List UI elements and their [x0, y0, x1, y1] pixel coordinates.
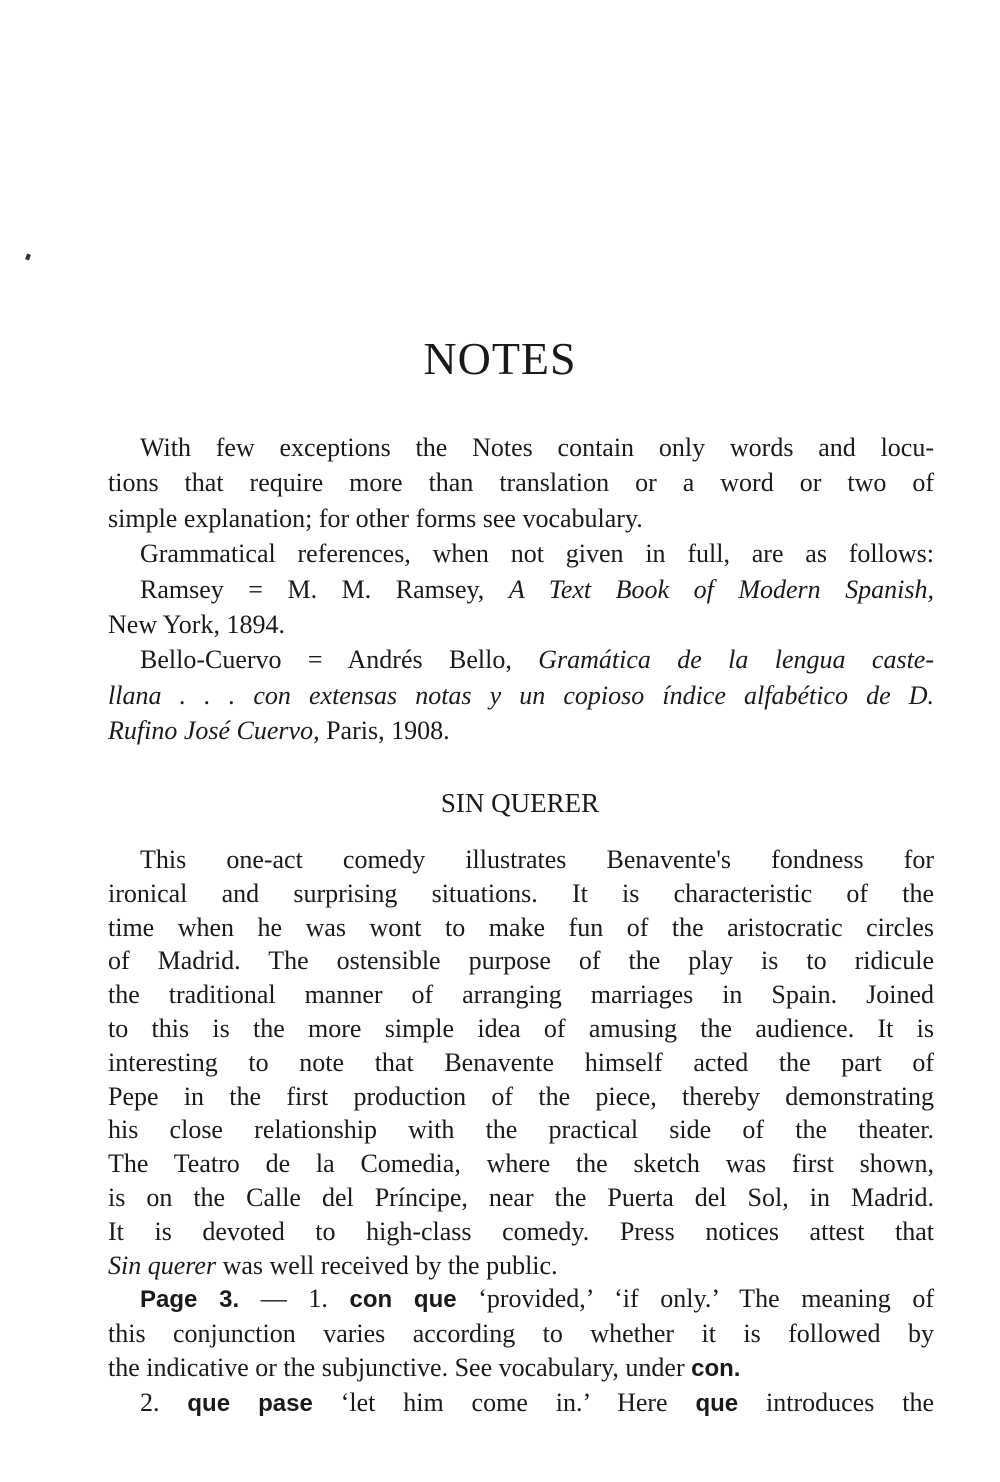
page-title: NOTES — [423, 333, 577, 384]
text-run: It is devoted to high-class comedy. Press notices attest that — [108, 1216, 934, 1246]
bold-text: Page 3. — [140, 1286, 240, 1314]
italic-text: Rufino José Cuervo, — [108, 716, 320, 746]
text-line — [108, 678, 934, 713]
text-line — [108, 877, 934, 911]
text-run: simple explanation; for other forms see vocabulary. — [108, 503, 643, 533]
text-run: The Teatro de la Comedia, where the sketch was first shown, — [108, 1149, 934, 1179]
text-line — [108, 501, 934, 536]
text-run: is on the Calle del Príncipe, near the Puerta del Sol, in Madrid. — [108, 1182, 934, 1212]
text-run: to this is the more simple idea of amusing the audience. It is — [108, 1013, 934, 1043]
text-run: introduces the — [738, 1387, 934, 1417]
bold-text: con. — [691, 1354, 741, 1382]
text-line — [108, 607, 934, 642]
text-line — [108, 1012, 934, 1046]
text-line — [108, 1080, 934, 1114]
intro-text — [108, 430, 934, 749]
scan-speck — [25, 253, 31, 260]
text-run: 2. — [140, 1387, 188, 1417]
text-run: Pepe in the first production of the piece, thereby demonstrating — [108, 1081, 934, 1111]
text-line — [108, 465, 934, 500]
text-line — [108, 1046, 934, 1080]
italic-text: A Text Book of Modern Spanish, — [508, 574, 934, 604]
bold-text: con que — [349, 1286, 457, 1314]
text-line — [108, 911, 934, 945]
bold-text: que — [695, 1389, 739, 1417]
text-line — [108, 1215, 934, 1249]
bold-text: que pase — [187, 1389, 313, 1417]
text-line — [108, 1181, 934, 1215]
text-run: ironical and surprising situations. It is characteristic of the — [108, 878, 934, 908]
text-line — [108, 944, 934, 978]
italic-text: Gramática de la lengua caste- — [538, 645, 934, 675]
text-run: was well received by the public. — [216, 1250, 558, 1280]
text-line — [108, 1386, 934, 1421]
text-run: — 1. — [239, 1284, 350, 1314]
text-run: Grammatical references, when not given in full, are as follows: — [140, 539, 934, 569]
text-line — [108, 536, 934, 571]
text-run: With few exceptions the Notes contain only words and locu- — [140, 433, 934, 462]
text-run: Ramsey = M. M. Ramsey, — [140, 574, 509, 604]
text-run: this conjunction varies according to whether it is followed by — [108, 1319, 934, 1349]
body-text — [108, 843, 934, 1421]
text-run: New York, 1894. — [108, 610, 285, 640]
italic-text: llana . . . con extensas notas y un copioso índice alfabético de D. — [108, 680, 934, 710]
text-line — [108, 642, 934, 677]
text-line — [108, 978, 934, 1012]
text-line — [108, 1351, 934, 1386]
text-run: Paris, 1908. — [319, 716, 450, 746]
text-line — [108, 713, 934, 748]
text-run: ‘provided,’ ‘if only.’ The meaning of — [456, 1284, 935, 1314]
text-run: This one-act comedy illustrates Benavente's fondness for — [140, 845, 934, 874]
italic-text: Sin querer — [108, 1250, 217, 1280]
text-line — [108, 572, 934, 607]
text-run: tions that require more than translation or a word or two of — [108, 468, 934, 498]
text-run: time when he was wont to make fun of the aristocratic circles — [108, 912, 934, 942]
text-run: his close relationship with the practical side of the theater. — [108, 1115, 934, 1145]
text-line — [108, 1113, 934, 1147]
text-line — [108, 430, 934, 465]
section-title: SIN QUERER — [440, 788, 600, 818]
text-line — [108, 1282, 934, 1317]
text-run: the traditional manner of arranging marriages in Spain. Joined — [108, 980, 934, 1010]
text-run: interesting to note that Benavente himself acted the part of — [108, 1047, 934, 1077]
text-run: Bello-Cuervo = Andrés Bello, — [140, 645, 539, 675]
text-run: of Madrid. The ostensible purpose of the play is to ridicule — [108, 946, 934, 976]
text-line — [108, 1147, 934, 1181]
text-line — [108, 1317, 934, 1351]
text-run: the indicative or the subjunctive. See vocabulary, under — [108, 1352, 692, 1382]
text-run: ‘let him come in.’ Here — [312, 1387, 696, 1417]
text-line — [108, 1249, 934, 1283]
text-line — [108, 843, 934, 877]
